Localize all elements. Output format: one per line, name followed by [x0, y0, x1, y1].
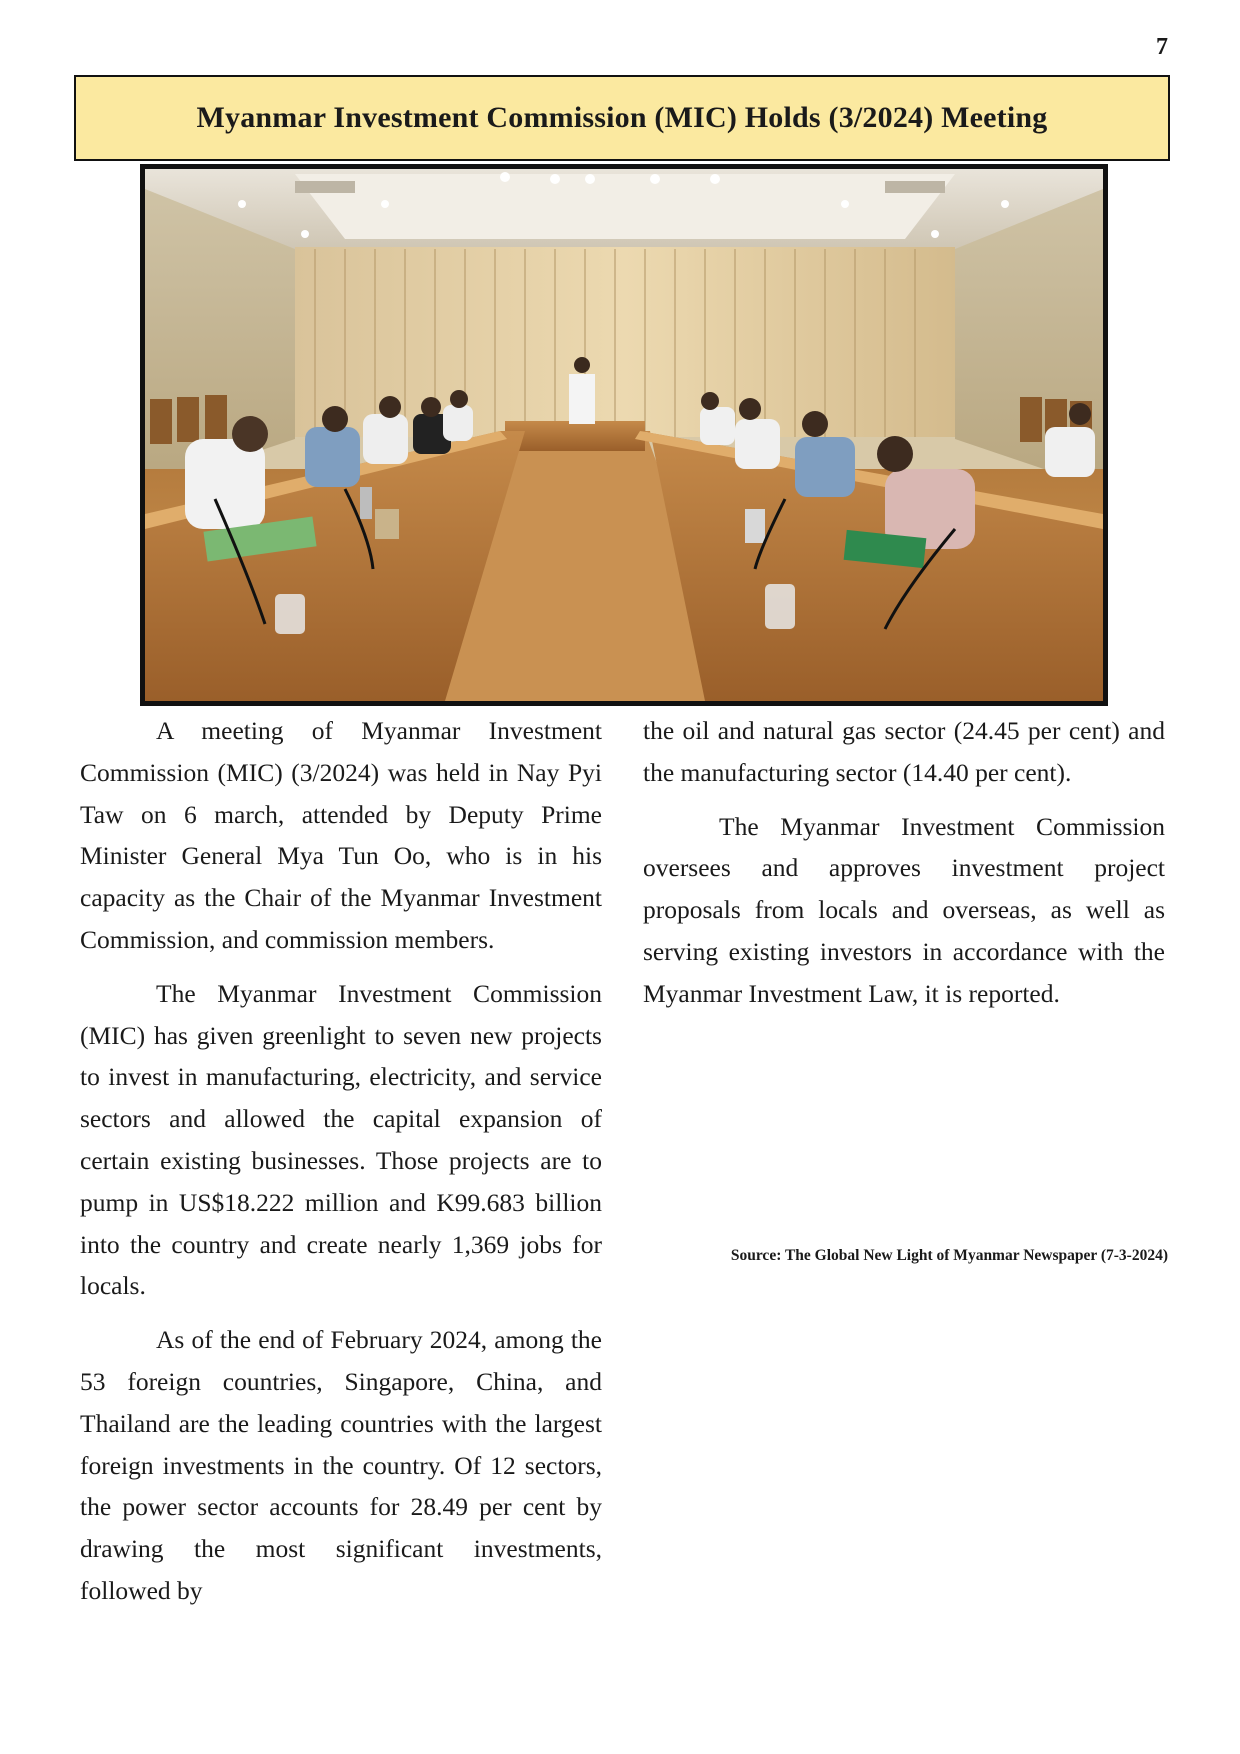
source-citation: Source: The Global New Light of Myanmar Newspaper (7-3-2024): [730, 1247, 1168, 1264]
paragraph-meeting-intro: A meeting of Myanmar Investment Commission (MIC) (3/2024) was held in Nay Pyi Taw on 6 march, attended by Deputy Prime Minister General Mya Tun Oo, who is in his capacity as the Chair of the Myanmar Investment Commission, and commission members.: [80, 716, 602, 954]
meeting-photo-illustration: [145, 169, 1103, 701]
meeting-room-photo: [140, 164, 1108, 706]
paragraph-project-approvals: The Myanmar Investment Commission (MIC) has given greenlight to seven new projects to invest in manufacturing, electricity, and service sectors and allowed the capital expansion of certain existing businesses. Those projects are to pump in US$18.222 million and K99.683 billion into the country and create nearly 1,369 jobs for locals.: [80, 978, 602, 1301]
paragraph-foreign-investment: As of the end of February 2024, among the 53 foreign countries, Singapore, China, and Thailand are the leading countries with the largest foreign investments in the country. Of 12 sectors, the power sector accounts for 28.49 per cent by drawing the most significant investments, followed by: [80, 1325, 602, 1605]
title-banner: [74, 75, 1170, 161]
paragraph-commission-role: The Myanmar Investment Commission oversees and approves investment project proposals from locals and overseas, as well as serving existing investors in accordance with the Myanmar Investment Law, it is reported.: [643, 811, 1165, 1008]
article-title: Myanmar Investment Commission (MIC) Holds (3/2024) Meeting: [196, 101, 1048, 134]
article-left-column: [80, 710, 602, 1624]
paragraph-sector-continuation: the oil and natural gas sector (24.45 per cent) and the manufacturing sector (14.40 per cent).: [643, 716, 1165, 787]
page-number: 7: [1156, 34, 1168, 60]
article-right-column: [643, 710, 1165, 1027]
